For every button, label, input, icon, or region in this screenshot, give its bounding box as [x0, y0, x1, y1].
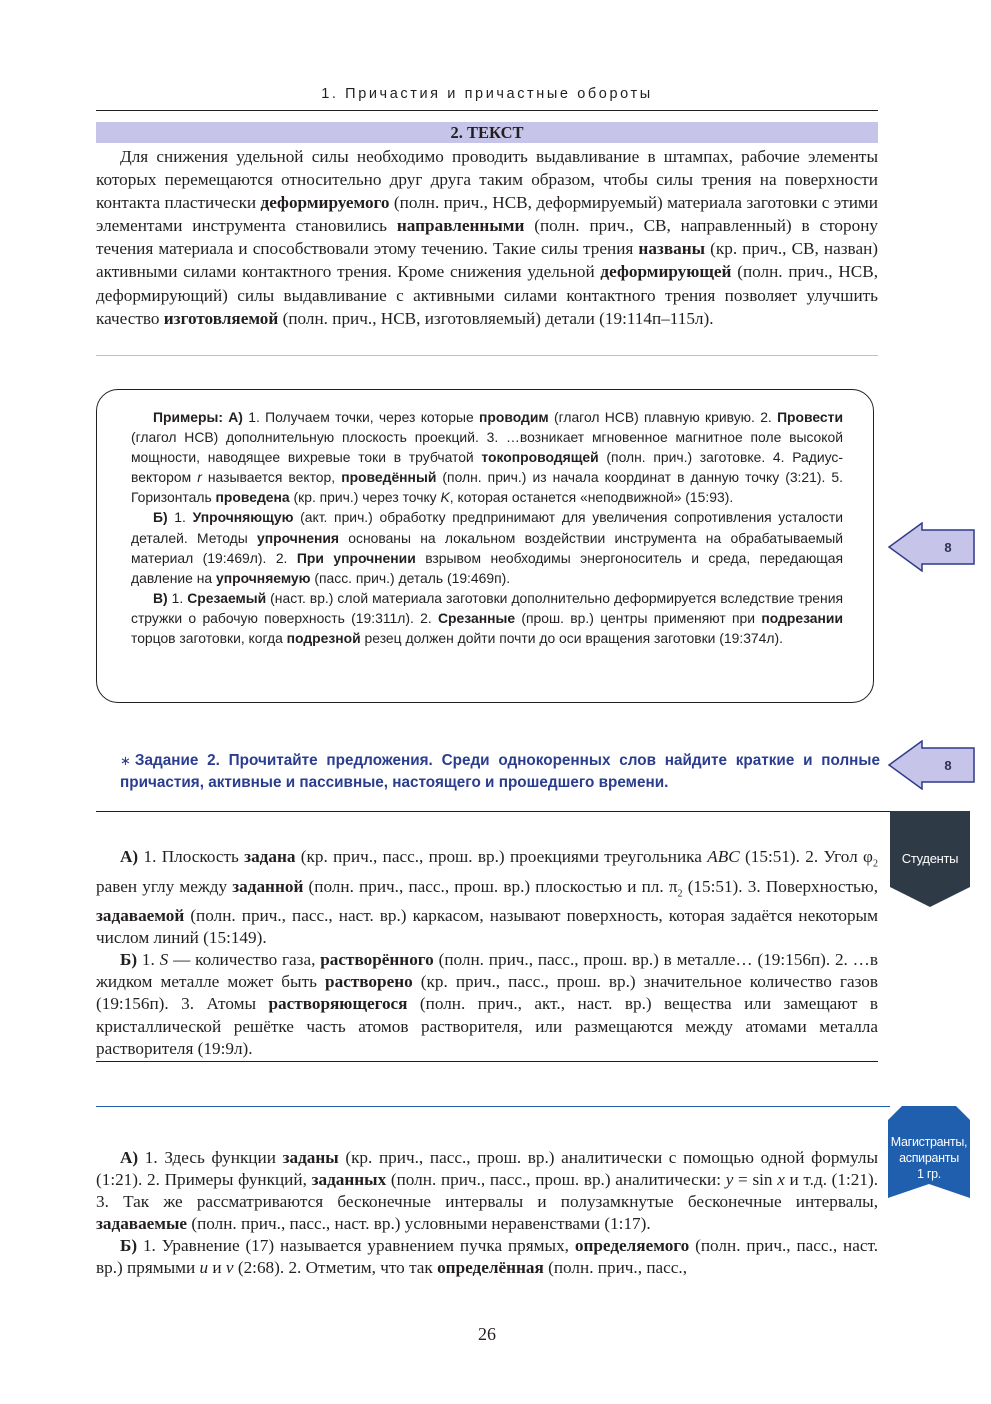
bold-term: проводим [479, 409, 549, 425]
text-run: (полн. прич., акт., наст. вр.) вещества или замещают в кристаллической решётке часть атомов растворителя, или размещаются между атомами металла растворителя (19:9л). [96, 994, 878, 1058]
italic-term: y [725, 1170, 734, 1190]
students-badge [890, 811, 970, 907]
bold-term: определяемого [574, 1236, 690, 1256]
bold-term: Б) [153, 509, 168, 526]
left-arrow-icon [888, 740, 976, 790]
examples-paragraph-c [131, 588, 843, 648]
bold-term: упрочнения [257, 529, 339, 546]
text-run: (15:51). 3. Поверхностью, [682, 876, 878, 896]
text-run: 1. Получаем точки, через которые [242, 409, 480, 425]
bold-term: Срезанные [438, 609, 516, 626]
text-run: (акт. прич.) обработку предпринимают для увеличения сопротивления усталости деталей. Методы [131, 509, 843, 546]
reference-number: 8 [944, 539, 952, 555]
bold-term: названы [638, 239, 706, 259]
bold-term: При упрочнении [296, 549, 416, 566]
bold-term: Упрочняющую [192, 509, 294, 526]
italic-term: u [199, 1258, 209, 1278]
bold-term: Б) [120, 950, 138, 970]
text-run: = sin [733, 1170, 778, 1190]
text-run: (кр. прич., пасс., прош. вр.) аналитически с помощью одной формулы (1:21). 2. Примеры функций, [96, 1148, 878, 1190]
subscript: 2 [872, 858, 878, 870]
bold-term: Примеры: А) [153, 409, 243, 425]
reference-number: 8 [944, 757, 952, 773]
bold-term: А) [120, 847, 139, 866]
text-run: (полн. прич., пасс., [543, 1258, 688, 1278]
task-marker-icon: ∗ [120, 753, 131, 768]
text-run: (полн. прич., пасс., наст. вр.) каркасом, называют поверхность, которая задаётся некоторым числом линий (15:149). [96, 906, 878, 948]
bold-term: растворённого [320, 950, 434, 970]
section-title: 2. ТЕКСТ [450, 123, 524, 142]
bold-term: деформируемого [260, 193, 390, 213]
bold-term: деформирующей [600, 262, 732, 282]
masters-paragraph-a [96, 1147, 878, 1235]
reference-arrow-tab-task [888, 740, 976, 790]
bold-term: токопроводящей [481, 449, 599, 466]
section-title-bar [96, 122, 878, 143]
section-text [96, 145, 878, 330]
bold-term: растворяющегося [268, 994, 408, 1014]
text-run: — количество газа, [168, 950, 321, 970]
text-run: (полн. прич., пасс., прош. вр.) в металле… (19:156п). 2. …в жидком металле может быть [96, 950, 878, 992]
students-text-block [96, 846, 878, 1060]
bold-term: Провести [777, 409, 843, 425]
italic-term: x [777, 1170, 785, 1190]
page-number-text: 26 [478, 1324, 496, 1344]
text-run: (полн. прич., пасс., прош. вр.) аналитически: [386, 1170, 726, 1190]
masters-badge-label [888, 1134, 970, 1182]
task-divider [96, 811, 890, 812]
text-run: называется вектор, [201, 469, 342, 486]
text-run: (кр. прич.) через точку [289, 489, 441, 506]
bold-term: заданы [282, 1148, 339, 1167]
text-run: 1. Уравнение (17) называется уравнением пучка прямых, [137, 1236, 575, 1256]
text-run: (полн. прич., пасс., прош. вр.) плоскостью и пл. π [303, 876, 678, 896]
text-run: 1. [137, 950, 160, 970]
masters-paragraph-b [96, 1235, 878, 1279]
running-title: 1. Причастия и причастные обороты [321, 86, 653, 102]
task-heading-text: Задание 2. Прочитайте предложения. Среди однокоренных слов найдите краткие и полные причастия, активные и пассивные, настоящего и прошедшего времени. [120, 752, 880, 791]
text-run: (полн. прич., НСВ, изготовляемый) детали (19:114п–115л). [278, 308, 714, 328]
bold-term: определённая [437, 1258, 544, 1278]
masters-badge-line-3: 1 гр. [917, 1167, 941, 1181]
text-run: (полн. прич., НСВ, деформирующий) силы выдавливание с активными силами контактного трения позволяет улучшить качество [96, 262, 878, 328]
bold-term: растворено [325, 972, 413, 992]
text-run: (прош. вр.) центры применяют при [515, 609, 762, 626]
bold-term: изготовляемой [163, 308, 279, 328]
bold-term: Срезаемый [187, 589, 267, 606]
bold-term: заданных [311, 1170, 387, 1190]
text-run: (полн. прич., пасс., наст. вр.) условными неравенствами (1:17). [187, 1214, 651, 1234]
italic-term: r [197, 469, 202, 486]
italic-term: K [440, 489, 450, 506]
text-run: (глагол НСВ) плавную кривую. 2. [548, 409, 778, 425]
text-run: равен углу между [96, 876, 233, 896]
reference-arrow-tab-examples [888, 522, 976, 572]
text-run: (кр. прич., пасс., прош. вр.) значительное количество газов (19:156п). 3. Атомы [96, 972, 878, 1014]
bold-term: В) [153, 589, 168, 606]
orange-divider [96, 355, 878, 356]
text-run: резец должен дойти почти до оси вращения заготовки (19:374л). [360, 630, 783, 647]
masters-divider [96, 1106, 890, 1107]
text-run: Для снижения удельной силы необходимо проводить выдавливание в штампах, рабочие элементы которых перемещаются относительно друг друга таким образом, чтобы силы трения на поверхности контакта пластически [96, 147, 878, 213]
bold-term: задана [244, 847, 296, 866]
running-header [96, 86, 878, 111]
text-run: (полн. прич., СВ, направленный) в сторону течения материала и способствовали этому течению. Такие силы трения [96, 216, 878, 259]
masters-text-block [96, 1147, 878, 1280]
italic-term: S [159, 950, 169, 970]
bold-term: направленными [396, 216, 525, 236]
bold-term: А) [120, 1148, 139, 1167]
bold-term: упрочняемую [216, 569, 311, 586]
text-run: и т.д. (1:21). 3. Так же рассматриваются бесконечные интервалы и полузамкнутые бесконечные интервалы, [96, 1170, 878, 1212]
text-run: (полн. прич.) из начала координат в данную точку (3:21). 5. Горизонталь [131, 469, 843, 506]
examples-paragraph-a [131, 407, 843, 507]
text-run: 1. Здесь функции [138, 1148, 283, 1167]
examples-paragraph-b [131, 507, 843, 587]
page-number [96, 1324, 878, 1345]
task-heading [120, 750, 880, 794]
subscript: 2 [677, 887, 683, 899]
bold-term: задаваемой [96, 906, 185, 926]
text-run: 1. Плоскость [138, 847, 245, 866]
text-run: (пасс. прич.) деталь (19:469п). [310, 569, 511, 586]
text-run: торцов заготовки, когда [131, 630, 287, 647]
text-run: (глагол НСВ) дополнительную плоскость проекций. 3. …возникает мгновенное магнитное поле высокой мощности, наводящее вихревые токи в трубчатой [131, 429, 843, 466]
students-paragraph-b [96, 949, 878, 1059]
bold-term: проведённый [341, 469, 437, 486]
bold-term: подрезании [761, 609, 843, 626]
bold-term: заданной [232, 876, 304, 896]
italic-term: ABC [707, 847, 740, 866]
text-run: (полн. прич.) заготовке. 4. Радиус-вектором [131, 449, 843, 486]
text-run: (полн. прич., НСВ, деформируемый) материала заготовки с этими элементами инструмента становились [96, 193, 878, 236]
text-run: и [208, 1258, 226, 1278]
text-run: (кр. прич., пасс., прош. вр.) проекциями треугольника [295, 847, 708, 866]
text-run: (полн. прич., пасс., наст. вр.) прямыми [96, 1236, 878, 1278]
examples-box [96, 389, 874, 703]
text-run: (кр. прич., СВ, назван) активными силами контактного трения. Кроме снижения удельной [96, 239, 878, 282]
masters-badge [888, 1106, 970, 1198]
text-run: взрывом необходимы энергоноситель и среда, передающая давление на [131, 549, 843, 586]
students-end-divider [96, 1061, 878, 1062]
students-badge-label: Студенты [901, 851, 959, 866]
text-run: (наст. вр.) слой материала заготовки дополнительно деформируется вследствие трения стружки о рабочую поверхность (19:311л). 2. [131, 589, 843, 626]
text-run: 1. [167, 589, 188, 606]
bold-term: подрезной [286, 630, 361, 647]
masters-badge-line-1: Магистранты, [890, 1135, 968, 1149]
bold-term: задаваемые [96, 1214, 188, 1234]
bold-term: Б) [120, 1236, 138, 1256]
text-run: , которая останется «неподвижной» (15:93). [449, 489, 734, 506]
students-paragraph-a [96, 846, 878, 949]
section-paragraph [96, 145, 878, 330]
text-run: (15:51). 2. Угол φ [739, 847, 873, 866]
text-run: (2:68). 2. Отметим, что так [233, 1258, 438, 1278]
left-arrow-icon [888, 522, 976, 572]
italic-term: v [225, 1258, 234, 1278]
text-run: 1. [167, 509, 193, 526]
bold-term: проведена [215, 489, 290, 506]
masters-badge-line-2: аспиранты [899, 1151, 959, 1165]
text-run: основаны на локальном воздействии инструмента на обрабатываемый материал (19:469л). 2. [131, 529, 843, 566]
